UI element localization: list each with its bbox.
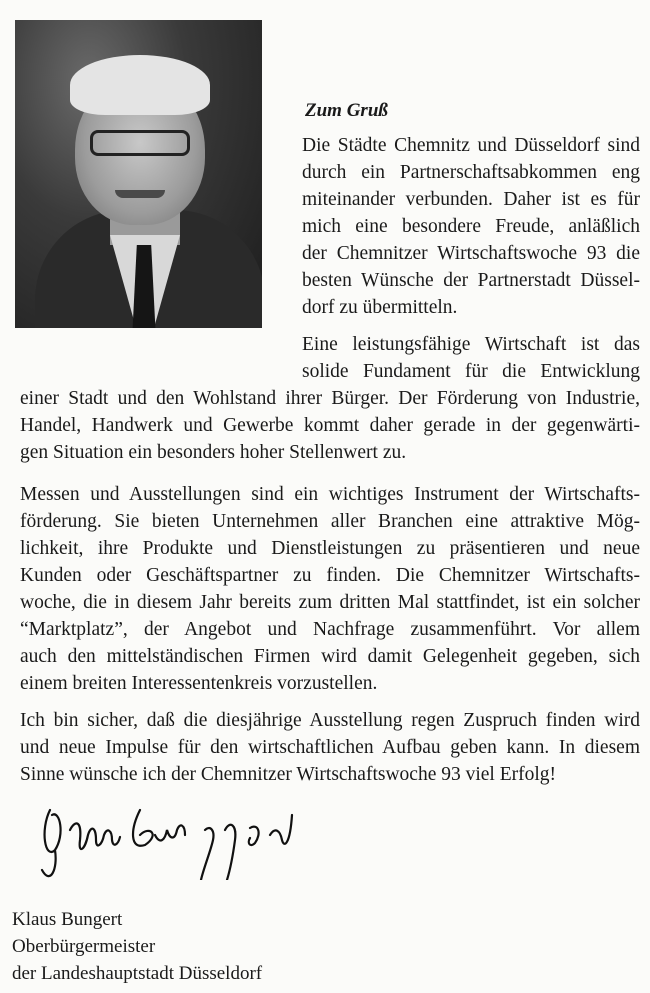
heading: Zum Gruß [305, 100, 388, 121]
text-line: Eine leistungsfähige Wirtschaft ist das [302, 334, 640, 355]
text-line: gen Situation ein besonders hoher Stellenwert zu. [20, 442, 407, 463]
text-line: lichkeit, ihre Produkte und Dienstleistungen zu präsentieren und neue [20, 538, 640, 559]
text-line: besten Wünsche der Partnerstadt Düssel- [302, 270, 640, 291]
text-line: solide Fundament für die Entwicklung [302, 361, 640, 382]
text-line: miteinander verbunden. Daher ist es für [302, 189, 640, 210]
text-line: Handel, Handwerk und Gewerbe kommt daher gerade in der gegenwärti- [20, 415, 640, 436]
text-line: mich eine besondere Freude, anläßlich [302, 216, 640, 237]
text-line: woche, die in diesem Jahr bereits zum dritten Mal stattfindet, ist ein solcher [20, 592, 640, 613]
text-line: Sinne wünsche ich der Chemnitzer Wirtschaftswoche 93 viel Erfolg! [20, 764, 557, 785]
text-line: einem breiten Interessentenkreis vorzustellen. [20, 673, 378, 694]
text-line: dorf zu übermitteln. [302, 297, 458, 318]
text-line: einer Stadt und den Wohlstand ihrer Bürger. Der Förderung von Industrie, [20, 388, 640, 409]
portrait-photo [15, 20, 262, 328]
text-line: Kunden oder Geschäftspartner zu finden. Die Chemnitzer Wirtschafts- [20, 565, 640, 586]
text-line: auch den mittelständischen Firmen wird damit Gelegenheit gegeben, sich [20, 646, 640, 667]
signatory-name: Klaus Bungert [12, 909, 123, 930]
text-line: und neue Impulse für den wirtschaftlichen Aufbau geben kann. In diesem [20, 737, 640, 758]
text-line: der Chemnitzer Wirtschaftswoche 93 die [302, 243, 640, 264]
text-line: Ich bin sicher, daß die diesjährige Ausstellung regen Zuspruch finden wird [20, 710, 640, 731]
text-line: förderung. Sie bieten Unternehmen aller Branchen eine attraktive Mög- [20, 511, 640, 532]
text-line: durch ein Partnerschaftsabkommen eng [302, 162, 640, 183]
signatory-title: Oberbürgermeister [12, 936, 156, 957]
text-line: Die Städte Chemnitz und Düsseldorf sind [302, 135, 640, 156]
handwritten-signature [30, 790, 330, 880]
signatory-office: der Landeshauptstadt Düsseldorf [12, 963, 263, 984]
text-line: “Marktplatz”, der Angebot und Nachfrage zusammenführt. Vor allem [20, 619, 640, 640]
text-line: Messen und Ausstellungen sind ein wichtiges Instrument der Wirtschafts- [20, 484, 640, 505]
